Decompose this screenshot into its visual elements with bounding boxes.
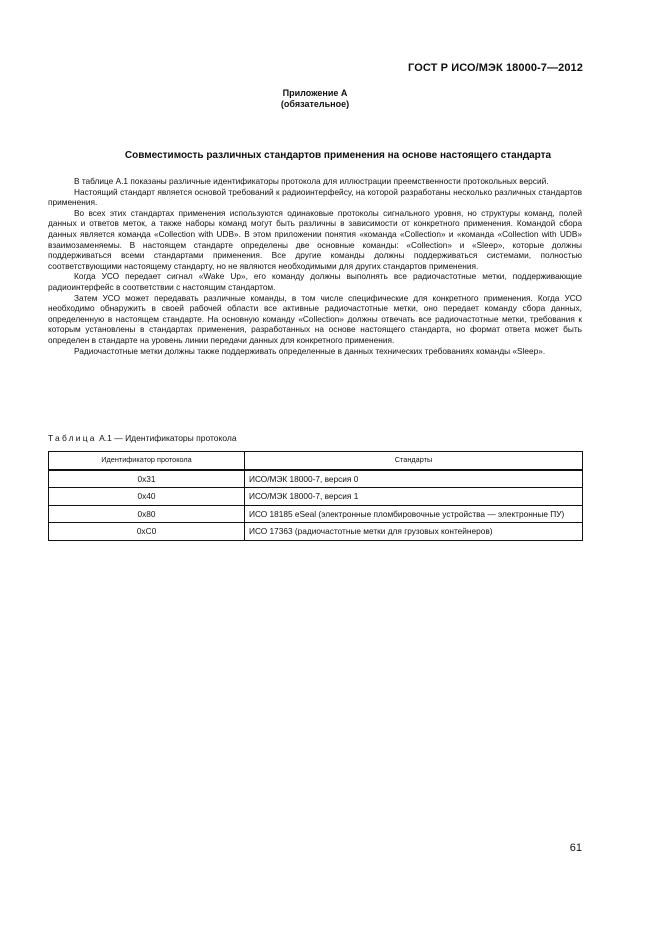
paragraph: Радиочастотные метки должны также поддерживать определенные в данных технических требованиях команды «Sleep».	[74, 345, 546, 356]
table-row	[49, 488, 583, 506]
section-title: Совместимость различных стандартов применения на основе настоящего стандарта	[124, 150, 552, 161]
table-row	[49, 523, 583, 541]
paragraph: Настоящий стандарт является основой требований к радиоинтерфейсу, на которой разработаны несколько различных стандартов применения.	[48, 186, 582, 208]
page-number: 61	[569, 842, 582, 854]
protocol-id-cell: 0xC0	[49, 523, 245, 541]
table-caption-prefix: Таблица	[48, 433, 97, 443]
standard-cell: ИСО 18185 eSeal (электронные пломбировочные устройства — электронные ПУ)	[245, 505, 583, 523]
document-code: ГОСТ Р ИСО/МЭК 18000-7—2012	[408, 62, 583, 74]
column-header-standards: Стандарты	[245, 452, 583, 470]
annex-status: (обязательное)	[280, 99, 350, 109]
paragraph: Когда УСО передает сигнал «Wake Up», его команду должны выполнять все радиочастотные метки, поддерживающие радиоинтерфейс в соответствии с настоящим стандартом.	[48, 271, 582, 292]
table-caption-text: А.1 — Идентификаторы протокола	[96, 433, 237, 443]
protocol-identifiers-table	[48, 451, 583, 541]
table-caption	[48, 433, 237, 443]
body-text	[48, 176, 582, 356]
paragraph: В таблице А.1 показаны различные идентификаторы протокола для иллюстрации преемственности протокольных версий.	[74, 176, 549, 186]
protocol-id-cell: 0x80	[49, 505, 245, 523]
paragraph: Затем УСО может передавать различные команды, в том числе специфические для конкретного применения. Когда УСО необходимо обнаружить в своей рабочей области все активные радиочастотные метки, оно передает команду сбора данных, определенную в настоящем стандарте. На основную команду «Collection» должны отвечать все радиочастотные метки, требования к которым установлены в стандартах применения, разработанных на основе настоящего стандарта, но формат ответа может быть определен в стандарте на уровень линии передачи данных для конкретного применения.	[48, 292, 582, 345]
protocol-id-cell: 0x40	[49, 488, 245, 506]
table-row	[49, 505, 583, 523]
standard-cell: ИСО/МЭК 18000-7, версия 0	[245, 470, 583, 488]
table-row	[49, 470, 583, 488]
column-header-identifier: Идентификатор протокола	[49, 452, 245, 470]
protocol-id-cell: 0x31	[49, 470, 245, 488]
standard-cell: ИСО/МЭК 18000-7, версия 1	[245, 488, 583, 506]
annex-heading	[0, 88, 630, 110]
paragraph: Во всех этих стандартах применения используются одинаковые протоколы сигнального уровня, но структуры команд, полей данных и ответов меток, а также наборы команд могут быть различны в зависимости от конкретного применения. Командой сбора данных является команда «Collection with UDB». В этом приложении понятия «команда «Collection» и «команда «Collection with UDB» взаимозаменяемы. В настоящем стандарте определены две основные команды: «Collection» и «Sleep», которые должны поддерживаться всеми стандартами применения. Все другие команды должны поддерживаться системами, полностью соответствующими настоящему стандарту, но не являются необходимыми для других стандартов применения.	[48, 207, 582, 271]
standard-cell: ИСО 17363 (радиочастотные метки для грузовых контейнеров)	[245, 523, 583, 541]
table-header-row	[49, 452, 583, 470]
annex-title: Приложение А	[282, 88, 348, 98]
